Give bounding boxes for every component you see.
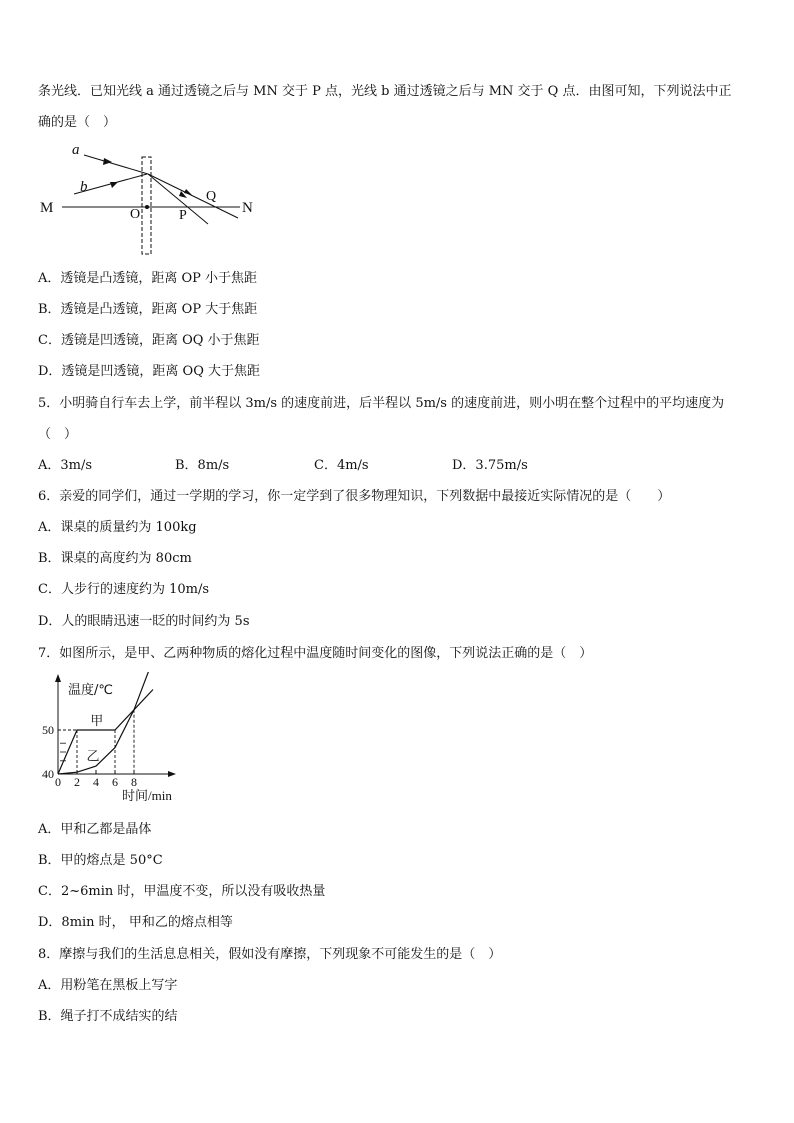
- y-tick-label-40: 40: [42, 767, 54, 781]
- label-M: M: [40, 200, 54, 216]
- q4-option-a: A．透镜是凸透镜，距离 OP 小于焦距: [38, 271, 258, 286]
- label-Q: Q: [206, 189, 217, 204]
- x-tick-label-0: 0: [55, 775, 61, 789]
- q7-option-a: A．甲和乙都是晶体: [38, 822, 152, 837]
- q5-option-c: C．4m/s: [314, 458, 369, 473]
- q4-option-d: D．透镜是凹透镜，距离 OQ 大于焦距: [38, 364, 261, 379]
- q6-stem: 6．亲爱的同学们，通过一学期的学习，你一定学到了很多物理知识，下列数据中最接近实际情况的是（ ）: [38, 489, 671, 504]
- q4-option-b: B．透镜是凸透镜，距离 OP 大于焦距: [38, 302, 258, 317]
- q5-option-d: D．3.75m/s: [452, 458, 528, 473]
- q6-option-b: B．课桌的高度约为 80cm: [38, 551, 192, 566]
- q5-option-a: A．3m/s: [38, 458, 93, 473]
- ray-a-arrow: [103, 158, 112, 165]
- q5-stem-line2: （ ）: [38, 427, 78, 442]
- y-tick-label-50: 50: [42, 723, 54, 737]
- q4-option-c: C．透镜是凹透镜，距离 OQ 小于焦距: [38, 333, 260, 348]
- q5-stem-line1: 5．小明骑自行车去上学，前半程以 3m/s 的速度前进，后半程以 5m/s 的速度前进，则小明在整个过程中的平均速度为: [38, 396, 725, 411]
- ray-a-incoming: [84, 155, 148, 174]
- series-line-0: [58, 690, 153, 775]
- optical-center-dot: [145, 205, 149, 209]
- label-a: a: [72, 142, 80, 158]
- x-tick-label-4: 4: [93, 775, 99, 789]
- label-O: O: [130, 207, 141, 222]
- label-N: N: [242, 200, 253, 216]
- q6-option-c: C．人步行的速度约为 10m/s: [38, 582, 209, 597]
- x-axis-arrow: [168, 771, 176, 777]
- lens-ray-diagram: [30, 138, 270, 258]
- chart-xlabel: 时间/min: [122, 788, 172, 803]
- q4-stem-line2: 确的是（ ）: [38, 115, 117, 130]
- label-b: b: [80, 179, 88, 195]
- q4-stem-line1: 条光线．已知光线 a 通过透镜之后与 MN 交于 P 点，光线 b 通过透镜之后与 MN 交于 Q 点．由图可知，下列说法中正: [38, 84, 732, 99]
- q7-option-c: C．2~6min 时，甲温度不变，所以没有吸收热量: [38, 884, 326, 899]
- q5-option-b: B．8m/s: [175, 458, 230, 473]
- chart-ylabel: 温度/℃: [68, 683, 113, 698]
- q7-stem: 7．如图所示，是甲、乙两种物质的熔化过程中温度随时间变化的图像，下列说法正确的是（ ）: [38, 646, 593, 661]
- melting-curve-chart: [30, 672, 200, 808]
- x-tick-label-6: 6: [112, 775, 118, 789]
- x-tick-label-2: 2: [74, 775, 80, 789]
- q6-option-d: D．人的眼睛迅速一眨的时间约为 5s: [38, 614, 250, 629]
- q7-option-d: D．8min 时， 甲和乙的熔点相等: [38, 915, 233, 930]
- q8-option-a: A．用粉笔在黑板上写字: [38, 978, 178, 993]
- q6-option-a: A．课桌的质量约为 100kg: [38, 520, 197, 535]
- label-P: P: [179, 208, 187, 223]
- q7-option-b: B．甲的熔点是 50°C: [38, 853, 163, 868]
- y-axis-arrow: [55, 674, 61, 682]
- q8-stem: 8．摩擦与我们的生活息息相关，假如没有摩擦，下列现象不可能发生的是（ ）: [38, 947, 502, 962]
- series-label-jia: 甲: [90, 713, 104, 728]
- q8-option-b: B．绳子打不成结实的结: [38, 1009, 178, 1024]
- x-tick-label-8: 8: [131, 775, 137, 789]
- ray-b-arrow: [110, 182, 118, 188]
- series-label-yi: 乙: [86, 748, 100, 764]
